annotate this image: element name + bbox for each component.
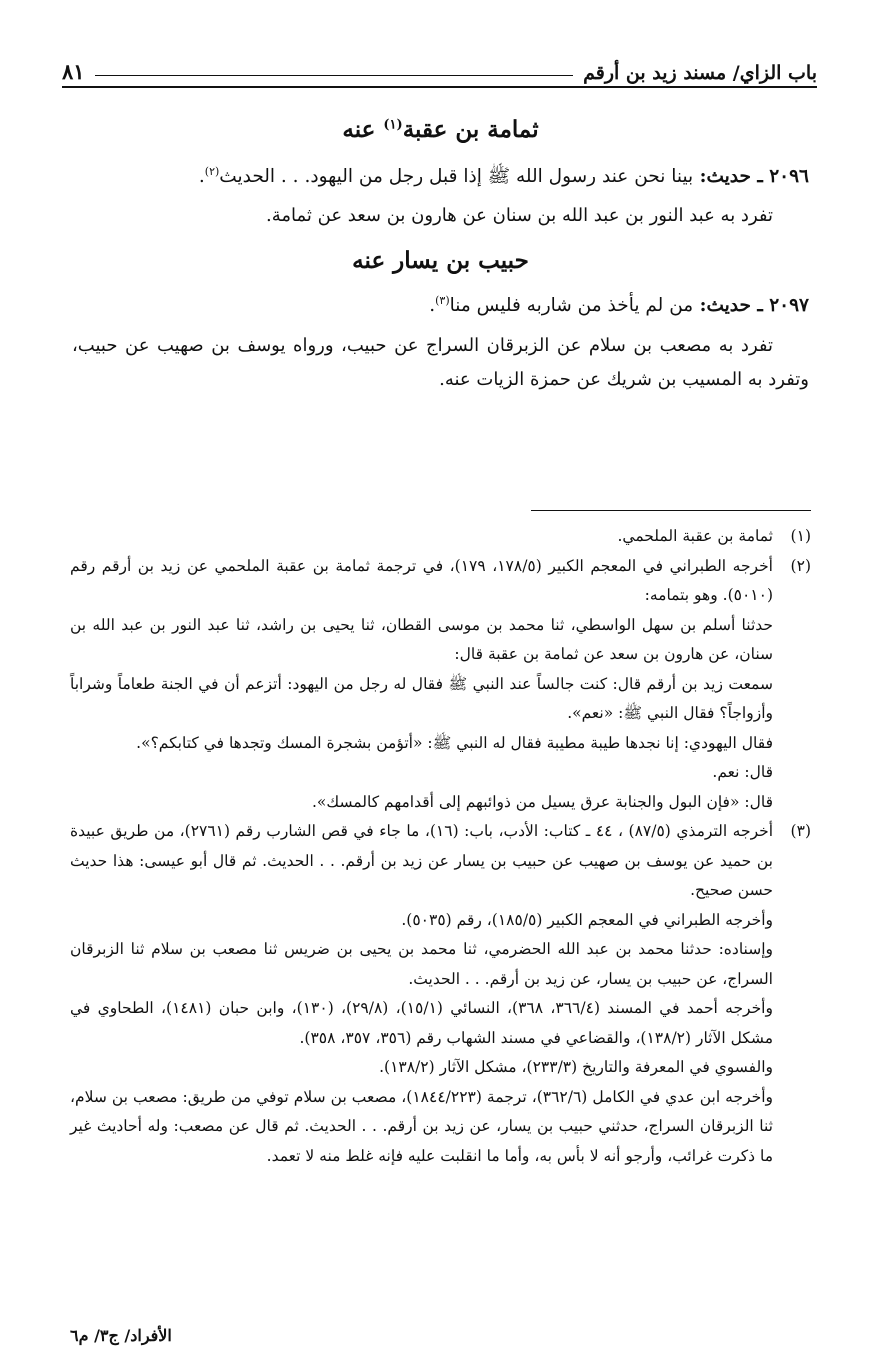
footnote-number: (٢) — [790, 556, 811, 575]
footnote-2 — [70, 552, 811, 818]
section-title-habib: حبيب بن يسار عنه — [352, 247, 529, 275]
section-title-thumama — [72, 116, 809, 143]
hadith-keyword: ـ حديث: — [693, 166, 770, 188]
footnote-paragraph: وأخرجه أحمد في المسند (٣٦٦/٤، ٣٦٨)، النسائي (١٥/١)، (٢٩/٨)، (١٣٠)، وابن حبان (١٤٨١)، الطحاوي في مشكل الآثار (١٣٨/٢)، والقضاعي في مسند الشهاب رقم (٣٥٦، ٣٥٧، ٣٥٨). — [70, 999, 773, 1047]
footnote-body — [70, 552, 773, 818]
running-header — [62, 44, 817, 84]
footnote-paragraph: أخرجه الترمذي (٨٧/٥) ، ٤٤ ـ كتاب: الأدب، باب: (١٦)، ما جاء في قص الشارب رقم (٢٧٦١)، من طريق عبيدة بن حميد عن يوسف بن صهيب عن حبيب بن يسار عن زيد بن أرقم. . . الحديث. ثم قال أبو عيسى: هذا حديث حسن صحيح. — [70, 822, 774, 899]
main-text — [72, 112, 809, 397]
hadith-text: بينا نحن عند رسول الله ﷺ إذا قبل رجل من اليهود. . . الحديث — [219, 166, 694, 188]
footnote-marker: (٣) — [435, 294, 450, 308]
hadith-2096 — [72, 155, 809, 194]
hadith-end: . — [429, 295, 436, 317]
footnote-paragraph: حدثنا أسلم بن سهل الواسطي، ثنا محمد بن موسى القطان، ثنا يحيى بن راشد، ثنا عبد النور بن عبد الله بن سنان، عن هارون بن سعد عن ثمامة بن عقبة قال: — [70, 615, 773, 663]
section-title-suffix: عنه — [342, 116, 384, 143]
page-number: ٨١ — [62, 59, 85, 84]
footnote-paragraph: وأخرجه الطبراني في المعجم الكبير (١٨٥/٥)، رقم (٥٠٣٥). — [401, 910, 773, 929]
running-header-title: باب الزاي/ مسند زيد بن أرقم — [583, 62, 817, 84]
header-leader-line — [95, 75, 574, 76]
section-title-text: ثمامة بن عقبة — [402, 116, 539, 143]
footnote-paragraph: ثمامة بن عقبة الملحمي. — [617, 527, 773, 545]
footnote-body — [70, 522, 773, 552]
footnote-paragraph: قال: «فإن البول والجنابة عرق يسيل من ذوائبهم إلى أقدامهم كالمسك». — [312, 792, 773, 811]
footnote-separator — [531, 510, 811, 511]
hadith-keyword: ـ حديث: — [693, 295, 770, 317]
signature-mark: الأفراد/ ج٣/ م٦ — [70, 1326, 172, 1345]
hadith-note-2096: تفرد به عبد النور بن عبد الله بن سنان عن هارون بن سعد عن ثمامة. — [265, 205, 773, 227]
hadith-end: . — [198, 166, 205, 188]
footnote-paragraph: والفسوي في المعرفة والتاريخ (٢٣٣/٣)، مشكل الآثار (١٣٨/٢). — [379, 1058, 773, 1076]
footnote-paragraph: فقال اليهودي: إنا نجدها طيبة مطيبة فقال له النبي ﷺ: «أتؤمن بشجرة المسك وتجدها في كتابكم؟». — [136, 733, 773, 752]
footnote-1 — [70, 522, 811, 552]
hadith-note-2097: تفرد به مصعب بن سلام عن الزبرقان السراج عن حبيب، ورواه يوسف بن صهيب عن حبيب، وتفرد به المسيب بن شريك عن حمزة الزيات عنه. — [72, 335, 809, 391]
hadith-text: من لم يأخذ من شاربه فليس منا — [449, 295, 694, 317]
footnote-number: (١) — [790, 527, 811, 545]
footnote-paragraph: أخرجه الطبراني في المعجم الكبير (١٧٨/٥، ١٧٩)، في ترجمة ثمامة بن عقبة الملحمي عن زيد بن أرقم رقم (٥٠١٠). وهو بتمامه: — [70, 556, 773, 604]
footnote-paragraph: وإسناده: حدثنا محمد بن عبد الله الحضرمي، ثنا محمد بن يحيى بن ضريس ثنا مصعب بن سلام ثنا الزبرقان السراج، عن حبيب بن يسار، عن زيد بن أرقم. . . الحديث. — [70, 940, 773, 988]
footnote-marker: (١) — [383, 117, 403, 133]
hadith-number: ٢٠٩٦ — [769, 166, 809, 188]
hadith-number: ٢٠٩٧ — [769, 295, 809, 317]
footnote-body — [70, 817, 773, 1171]
footnote-marker: (٢) — [204, 165, 220, 178]
footnote-3 — [70, 817, 811, 1171]
footnote-paragraph: سمعت زيد بن أرقم قال: كنت جالساً عند النبي ﷺ فقال له رجل من اليهود: أتزعم أن في الجنة طعاماً وشراباً وأزواجاً؟ فقال النبي ﷺ: «نعم». — [70, 674, 773, 722]
footnote-paragraph: وأخرجه ابن عدي في الكامل (٣٦٢/٦)، ترجمة (١٨٤٤/٢٢٣)، مصعب بن سلام توفي من طريق: مصعب بن سلام، ثنا الزبرقان السراج، حدثني حبيب بن يسار، عن زيد بن أرقم. . . الحديث. ثم قال عن مصعب: وله أحاديث غير ما ذكرت غرائب، وأرجو أنه لا بأس به، وأما ما انقلبت عليه فإنه غلط منه لا تعمد. — [70, 1087, 773, 1165]
header-rule — [62, 86, 817, 88]
footnotes — [70, 522, 811, 1171]
footnote-number: (٣) — [790, 822, 811, 840]
hadith-2097 — [72, 284, 809, 323]
footnote-paragraph: قال: نعم. — [712, 763, 773, 781]
